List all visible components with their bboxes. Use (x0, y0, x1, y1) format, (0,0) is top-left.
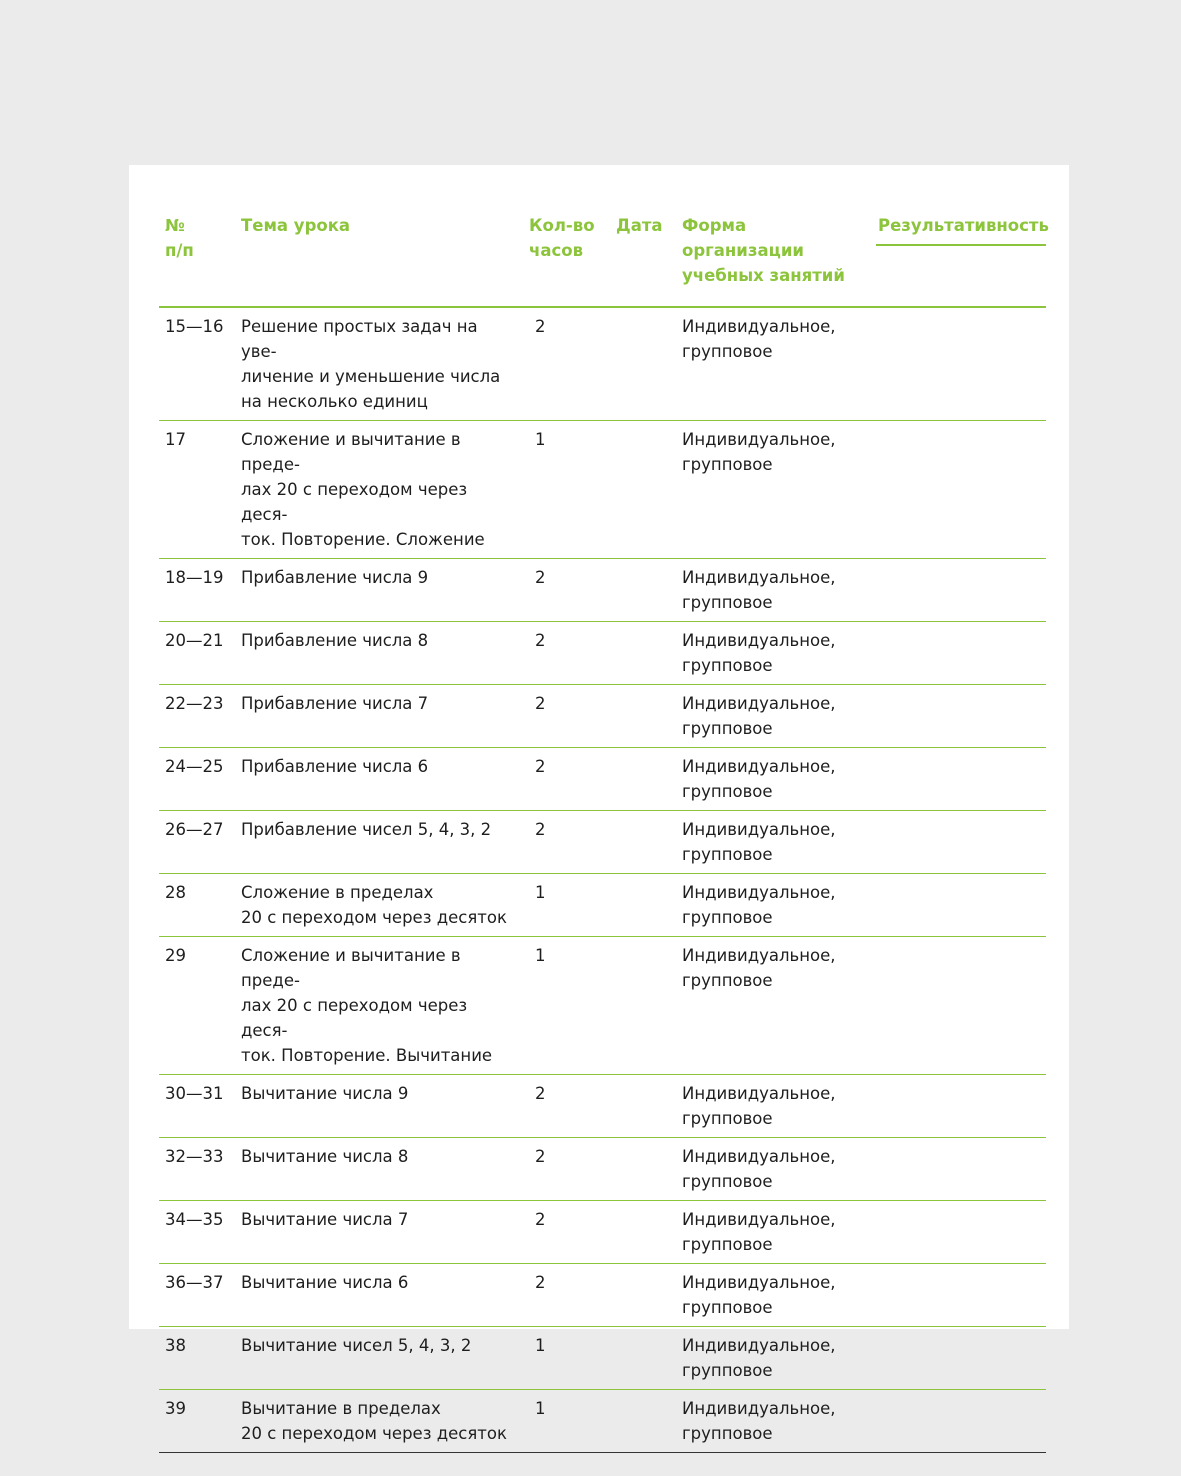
cell-num: 18—19 (159, 559, 235, 622)
table-row (159, 1201, 1046, 1264)
cell-date (610, 1075, 676, 1138)
cell-date (610, 937, 676, 1075)
cell-date (610, 811, 676, 874)
cell-date (610, 1138, 676, 1201)
cell-num: 38 (159, 1327, 235, 1390)
cell-hours: 2 (523, 622, 610, 685)
cell-result (870, 937, 1046, 1075)
cell-result (870, 1201, 1046, 1264)
cell-result (870, 811, 1046, 874)
cell-topic: Вычитание числа 8 (235, 1138, 523, 1201)
cell-topic: Сложение и вычитание в преде- лах 20 с переходом через деся- ток. Повторение. Вычитание (235, 937, 523, 1075)
table-row (159, 622, 1046, 685)
lesson-plan-table (159, 213, 1049, 1453)
cell-num: 26—27 (159, 811, 235, 874)
cell-result (870, 1075, 1046, 1138)
table-row (159, 1327, 1046, 1390)
cell-hours: 1 (523, 874, 610, 937)
cell-result (870, 421, 1046, 559)
cell-date (610, 307, 676, 421)
cell-topic: Вычитание числа 7 (235, 1201, 523, 1264)
cell-hours: 1 (523, 937, 610, 1075)
table-row (159, 421, 1046, 559)
cell-form: Индивидуальное, групповое (676, 937, 870, 1075)
cell-form: Индивидуальное, групповое (676, 685, 870, 748)
cell-date (610, 421, 676, 559)
header-topic: Тема урока (235, 213, 523, 307)
cell-topic: Вычитание числа 9 (235, 1075, 523, 1138)
cell-hours: 1 (523, 1327, 610, 1390)
table-row (159, 307, 1046, 421)
cell-result (870, 1327, 1046, 1390)
cell-topic: Сложение и вычитание в преде- лах 20 с переходом через деся- ток. Повторение. Сложение (235, 421, 523, 559)
cell-form: Индивидуальное, групповое (676, 1264, 870, 1327)
cell-topic: Вычитание числа 6 (235, 1264, 523, 1327)
cell-result (870, 1390, 1046, 1453)
table-header-row (159, 213, 1046, 307)
header-result (870, 213, 1049, 307)
cell-topic: Прибавление числа 6 (235, 748, 523, 811)
document-page (129, 165, 1069, 1443)
cell-form: Индивидуальное, групповое (676, 748, 870, 811)
cell-num: 29 (159, 937, 235, 1075)
cell-date (610, 1264, 676, 1327)
table-row (159, 1390, 1046, 1453)
cell-hours: 2 (523, 1075, 610, 1138)
header-num: № п/п (159, 213, 235, 307)
cell-date (610, 874, 676, 937)
cell-date (610, 748, 676, 811)
cell-form: Индивидуальное, групповое (676, 874, 870, 937)
table-row (159, 937, 1046, 1075)
cell-form: Индивидуальное, групповое (676, 559, 870, 622)
cell-result (870, 748, 1046, 811)
cell-num: 30—31 (159, 1075, 235, 1138)
table-row (159, 874, 1046, 937)
cell-topic: Вычитание чисел 5, 4, 3, 2 (235, 1327, 523, 1390)
cell-date (610, 685, 676, 748)
cell-num: 28 (159, 874, 235, 937)
cell-num: 20—21 (159, 622, 235, 685)
cell-num: 24—25 (159, 748, 235, 811)
cell-result (870, 307, 1046, 421)
table-row (159, 1264, 1046, 1327)
table-row (159, 1138, 1046, 1201)
table-row (159, 1075, 1046, 1138)
header-form: Форма организации учебных занятий (676, 213, 870, 307)
cell-topic: Вычитание в пределах 20 с переходом через десяток (235, 1390, 523, 1453)
cell-topic: Прибавление числа 7 (235, 685, 523, 748)
cell-date (610, 1327, 676, 1390)
cell-form: Индивидуальное, групповое (676, 307, 870, 421)
cell-hours: 2 (523, 1138, 610, 1201)
cell-num: 32—33 (159, 1138, 235, 1201)
cell-hours: 2 (523, 811, 610, 874)
cell-result (870, 559, 1046, 622)
cell-form: Индивидуальное, групповое (676, 1390, 870, 1453)
cell-num: 36—37 (159, 1264, 235, 1327)
cell-hours: 1 (523, 1390, 610, 1453)
cell-num: 22—23 (159, 685, 235, 748)
cell-form: Индивидуальное, групповое (676, 622, 870, 685)
cell-hours: 2 (523, 307, 610, 421)
cell-date (610, 1390, 676, 1453)
cell-result (870, 1264, 1046, 1327)
cell-date (610, 559, 676, 622)
cell-result (870, 622, 1046, 685)
cell-hours: 2 (523, 559, 610, 622)
cell-topic: Сложение в пределах 20 с переходом через десяток (235, 874, 523, 937)
cell-num: 34—35 (159, 1201, 235, 1264)
cell-form: Индивидуальное, групповое (676, 1327, 870, 1390)
cell-form: Индивидуальное, групповое (676, 811, 870, 874)
cell-date (610, 622, 676, 685)
cell-hours: 2 (523, 1201, 610, 1264)
cell-topic: Прибавление числа 9 (235, 559, 523, 622)
table-body (159, 307, 1046, 1453)
cell-form: Индивидуальное, групповое (676, 1201, 870, 1264)
cell-form: Индивидуальное, групповое (676, 421, 870, 559)
header-result-label: Результативность (876, 213, 1046, 246)
table-row (159, 559, 1046, 622)
table-row (159, 811, 1046, 874)
cell-hours: 1 (523, 421, 610, 559)
table-row (159, 748, 1046, 811)
cell-num: 39 (159, 1390, 235, 1453)
cell-hours: 2 (523, 1264, 610, 1327)
cell-result (870, 685, 1046, 748)
table-row (159, 685, 1046, 748)
cell-form: Индивидуальное, групповое (676, 1075, 870, 1138)
cell-form: Индивидуальное, групповое (676, 1138, 870, 1201)
cell-result (870, 1138, 1046, 1201)
cell-result (870, 874, 1046, 937)
cell-topic: Прибавление чисел 5, 4, 3, 2 (235, 811, 523, 874)
cell-num: 17 (159, 421, 235, 559)
cell-num: 15—16 (159, 307, 235, 421)
cell-topic: Решение простых задач на уве- личение и уменьшение числа на несколько единиц (235, 307, 523, 421)
cell-hours: 2 (523, 748, 610, 811)
header-date: Дата (610, 213, 676, 307)
header-hours: Кол-во часов (523, 213, 610, 307)
cell-hours: 2 (523, 685, 610, 748)
cell-date (610, 1201, 676, 1264)
cell-topic: Прибавление числа 8 (235, 622, 523, 685)
